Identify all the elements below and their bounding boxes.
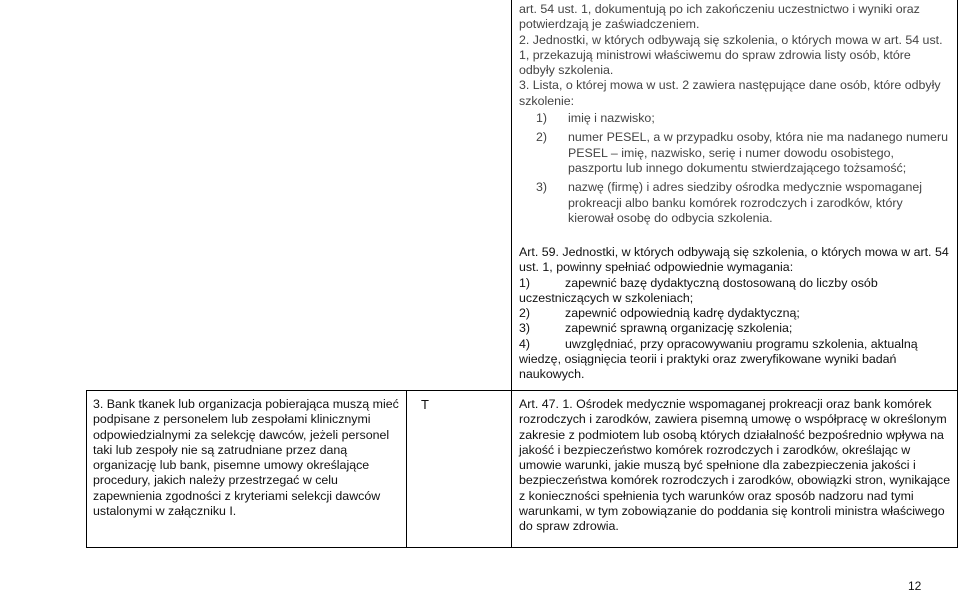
table-border-left: [86, 390, 87, 548]
transposition-mark: T: [421, 397, 429, 412]
directive-text: [93, 397, 400, 519]
page-number: 12: [908, 579, 922, 593]
list-item: 2) zapewnić odpowiednią kadrę dydaktyczną;: [519, 306, 800, 321]
article-47-text: [519, 397, 951, 535]
paragraph-1: art. 54 ust. 1, dokumentują po ich zakończeniu uczestnictwo i wyniki oraz potwierdzają je zaświadczeniem.: [519, 2, 920, 32]
list-item: 1) imię i nazwisko;: [536, 111, 655, 126]
list-item: 3) nazwę (firmę) i adres siedziby ośrodka medycznie wspomaganej prokreacji albo banku komórek rozrodczych i zarodków, który kierował osobę do odbycia szkolenia.: [536, 180, 922, 225]
table-bottom-border: [86, 547, 958, 548]
requirements-list: [519, 276, 949, 383]
data-list: [519, 111, 949, 226]
list-item: 4) uwzględniać, przy opracowywaniu programu szkolenia, aktualną wiedzę, osiągnięcia teorii i praktyki oraz zweryfikowane wyniki badań naukowych.: [519, 336, 918, 382]
directive-paragraph: 3. Bank tkanek lub organizacja pobierająca muszą mieć podpisane z personelem lub zespołami klinicznymi odpowiedzialnymi za selekcję dawców, jeżeli personel taki lub zespoły nie są zatrudniane przez daną organizację lub bank, pisemne umowy określające procedury, jakich należy przestrzegać w celu zapewnienia zgodności z kryteriami selekcji dawców ustalonymi w załączniku I.: [93, 397, 399, 519]
article-47-paragraph: Art. 47. 1. Ośrodek medycznie wspomaganej prokreacji oraz bank komórek rozrodczych i zarodków, zawiera pisemną umowę o współpracę w określonym zakresie z podmiotem lub osobą których działalność bezpośrednio wpływa na jakość i bezpieczeństwo komórek rozrodczych i zarodków, określając w umowie warunki, jakie muszą być spełnione dla zabezpieczenia jakości i bezpieczeństwa komórek rozrodczych i zarodków, obowiązki stron, wynikające z konieczności spełnienia tych warunków oraz sposób nadzoru nad tymi warunkami, w tym zobowiązanie do poddania się kontroli ministra właściwego do spraw zdrowia.: [519, 397, 951, 534]
list-item: 3) zapewnić sprawną organizację szkolenia;: [519, 321, 793, 336]
paragraph-2: 2. Jednostki, w których odbywają się szkolenia, o których mowa w art. 54 ust. 1, przekazują ministrowi właściwemu do spraw zdrowia listy osób, które odbyły szkolenia.: [519, 32, 943, 78]
paragraph-3: 3. Lista, o której mowa w ust. 2 zawiera następujące dane osób, które odbyły szkolenie:: [519, 78, 941, 108]
article-59-intro: Art. 59. Jednostki, w których odbywają się szkolenia, o których mowa w art. 54 ust. 1, powinny spełniać odpowiednie wymagania:: [519, 245, 949, 275]
table-border-right: [957, 0, 958, 548]
article-58-text: [519, 2, 949, 226]
list-item: 1) zapewnić bazę dydaktyczną dostosowaną do liczby osób uczestniczących w szkoleniach;: [519, 275, 878, 305]
table-row-divider: [86, 390, 958, 391]
list-item: 2) numer PESEL, a w przypadku osoby, która nie ma nadanego numeru PESEL – imię, nazwisko, serię i numer dowodu osobistego, paszportu lub innego dokumentu stwierdzającego tożsamość;: [536, 130, 948, 175]
article-59-text: [519, 245, 949, 383]
table-divider-right: [511, 0, 512, 548]
table-divider-left: [406, 390, 407, 548]
